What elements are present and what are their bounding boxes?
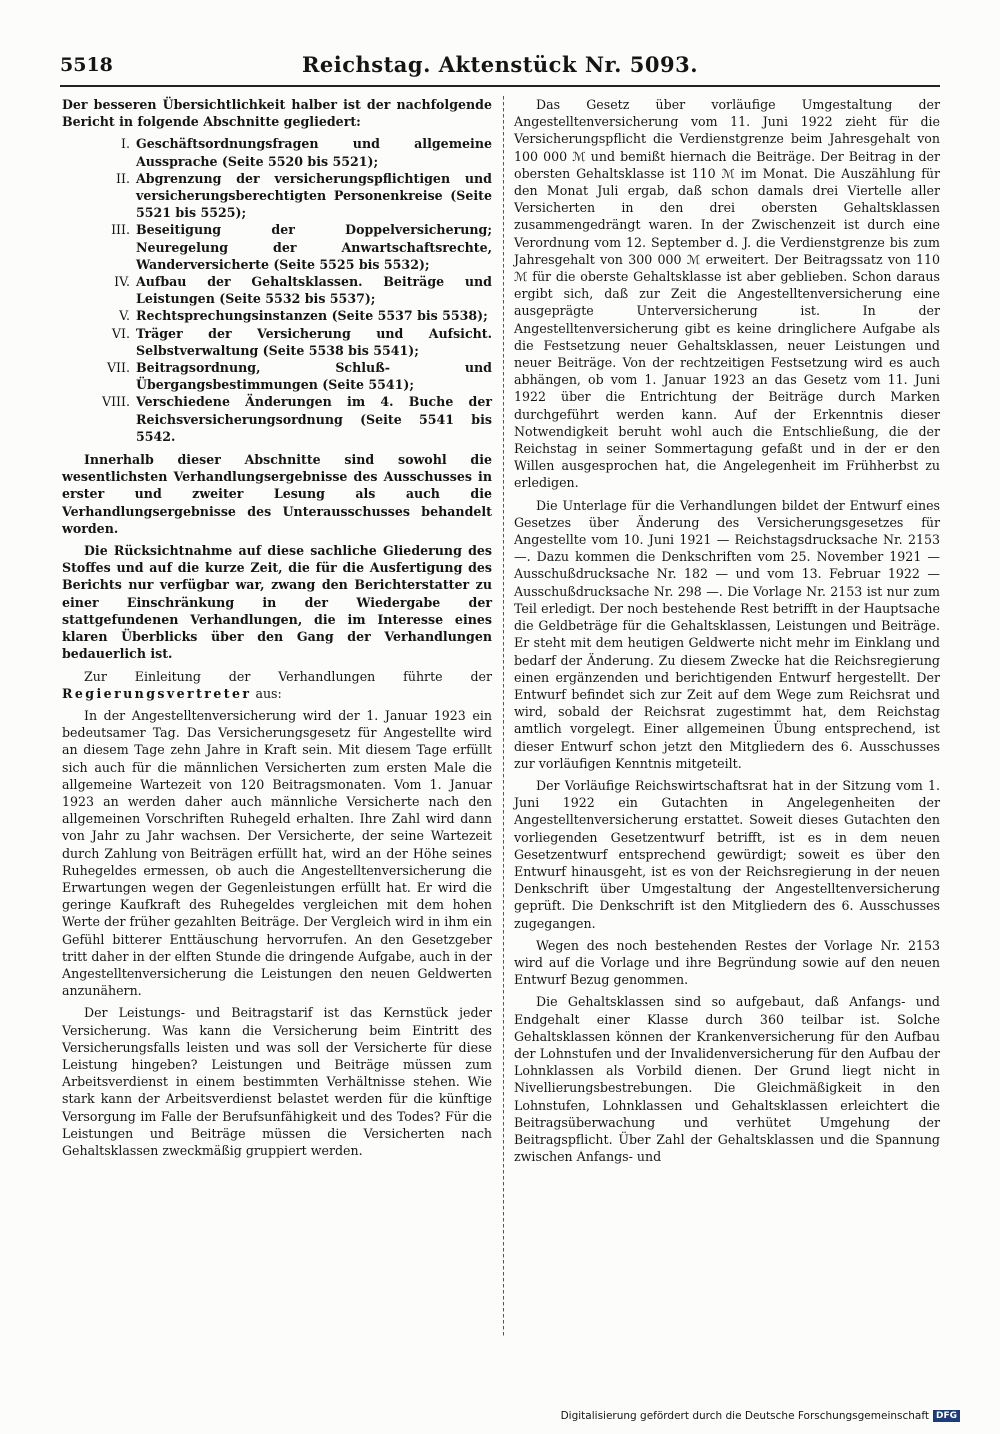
list-item-number: V. [119, 308, 130, 324]
list-item [62, 307, 492, 324]
list-item-number: VII. [106, 360, 130, 376]
body-paragraph: Die Unterlage für die Verhandlungen bildet der Entwurf eines Gesetzes über Änderung des Versicherungsgesetzes für Angestellte vom 10. Juni 1921 — Reichstagsdrucksache Nr. 2153 —. Dazu kommen die Denkschriften vom 25. November 1921 — Ausschußdrucksache Nr. 182 — und vom 13. Februar 1922 — Ausschußdrucksache Nr. 298 —. Die Vorlage Nr. 2153 ist nur zum Teil erledigt. Der noch bestehende Rest betrifft in der Hauptsache die Geldbeträge für die Gehaltsklassen, Leistungen und Beiträge. Er steht mit dem heutigen Geldwerte nicht mehr im Einklang und bedarf der Änderung. Zu diesem Zwecke hat die Reichsregierung einen ergänzenden und berichtigenden Entwurf hergestellt. Der Entwurf befindet sich zur Zeit auf dem Wege zum Reichsrat und wird, sobald der Reichsrat zugestimmt hat, dem Reichstag amtlich vorgelegt. Einer allgemeinen Übung entsprechend, ist dieser Entwurf schon jetzt den Mitgliedern des 6. Ausschusses zur vorläufigen Kenntnis mitgeteilt. [514, 497, 940, 771]
page-number: 5518 [60, 54, 113, 76]
list-item-text: Träger der Versicherung und Aufsicht. Selbstverwaltung (Seite 5538 bis 5541); [136, 325, 492, 358]
list-item-text: Verschiedene Änderungen im 4. Buche der Reichsversicherungsordnung (Seite 5541 bis 5542. [136, 394, 492, 444]
body-paragraph: Der Vorläufige Reichswirtschaftsrat hat in der Sitzung vom 1. Juni 1922 ein Gutachten in Angelegenheiten der Angestelltenversicherung erstattet. Soweit dieses Gutachten den vorliegenden Gesetzentwurf betrifft, ist es in dem neuen Gesetzentwurf entsprechend gewürdigt; soweit es über den Entwurf hinausgeht, ist es von der Reichsregierung in der neuen Denkschrift über Umgestaltung der Angestelltenversicherung geprüft. Die Denkschrift ist den Mitgliedern des 6. Ausschusses zugegangen. [514, 777, 940, 931]
left-column [62, 96, 492, 1164]
running-title: Reichstag. Aktenstück Nr. 5093. [301, 52, 699, 77]
body-paragraph [62, 668, 492, 702]
body-paragraph: Wegen des noch bestehenden Restes der Vorlage Nr. 2153 wird auf die Vorlage und ihre Begründung sowie auf den neuen Entwurf Bezug genommen. [514, 937, 940, 988]
body-paragraph: In der Angestelltenversicherung wird der 1. Januar 1923 ein bedeutsamer Tag. Das Versicherungsgesetz für Angestellte wird an diesem Tage zehn Jahre in Kraft sein. Mit diesem Tage erfüllt sich auch für die männlichen Versicherten zum ersten Male die allgemeine Wartezeit von 120 Beitragsmonaten. Vom 1. Januar 1923 an werden daher auch männliche Versicherte nach den allgemeinen Vorschriften Ruhegeld erhalten. Ihre Zahl wird dann von Jahr zu Jahr wachsen. Der Versicherte, der seine Wartezeit durch Zahlung von Beiträgen erfüllt hat, wird an der Höhe seines Ruhegeldes ermessen, ob auch die Angestelltenversicherung die Erwartungen wegen der Gegenleistungen erfüllt hat. Er wird die geringe Kaufkraft des Ruhegeldes vergleichen mit dem hohen Werte der früher gezahlten Beiträge. Der Vergleich wird in ihm ein Gefühl bitterer Enttäuschung hervorrufen. An den Gesetzgeber tritt daher in der elften Stunde die dringende Aufgabe, auch in der Angestelltenversicherung die Leistungen den neuen Geldwerten anzunähern. [62, 707, 492, 999]
column-divider [503, 96, 504, 1336]
list-item-number: III. [111, 222, 130, 238]
list-item-number: VIII. [101, 394, 130, 410]
intro-paragraph: Der besseren Übersichtlichkeit halber ist der nachfolgende Bericht in folgende Abschnitte gegliedert: [62, 97, 492, 130]
section-list [62, 135, 492, 445]
header-rule [60, 85, 940, 87]
speaker-name: Regierungsvertreter [62, 685, 252, 701]
list-item [62, 221, 492, 273]
list-item [62, 325, 492, 359]
list-item [62, 170, 492, 222]
intro-text-end: aus: [255, 685, 282, 701]
list-item-number: IV. [114, 274, 130, 290]
list-item-text: Beseitigung der Doppelversicherung; Neuregelung der Anwartschaftsrechte, Wanderversicherte (Seite 5525 bis 5532); [136, 222, 492, 272]
page-header [60, 50, 940, 84]
list-item-text: Abgrenzung der versicherungspflichtigen und versicherungsberechtigten Personenkreise (Seite 5521 bis 5525); [136, 170, 492, 221]
intro-text: Zur Einleitung der Verhandlungen führte der [84, 668, 492, 684]
list-item-number: II. [116, 170, 130, 186]
body-paragraph: Die Rücksichtnahme auf diese sachliche Gliederung des Stoffes und auf die kurze Zeit, die für die Ausfertigung des Berichts nur verfügbar war, zwang den Berichterstatter zu einer Einschränkung in der Wiedergabe der stattgefundenen Verhandlungen, die im Interesse eines klaren Überblicks über den Gang der Verhandlungen bedauerlich ist. [62, 543, 492, 662]
right-column [514, 96, 940, 1170]
body-paragraph: Innerhalb dieser Abschnitte sind sowohl die wesentlichsten Verhandlungsergebnisse des Ausschusses in erster und zweiter Lesung als auch die Verhandlungsergebnisse des Unterausschusses behandelt worden. [62, 452, 492, 536]
list-item [62, 393, 492, 445]
list-item-number: VI. [111, 325, 130, 341]
list-item-number: I. [121, 136, 130, 152]
body-paragraph: Der Leistungs- und Beitragstarif ist das Kernstück jeder Versicherung. Was kann die Versicherung beim Eintritt des Versicherungsfalls leisten und was soll der Versicherte für diese Leistung hingeben? Leistungen und Beiträge müssen zum Arbeitsverdienst in einem bestimmten Verhältnisse stehen. Wie stark kann der Arbeitsverdienst belastet werden für die künftige Versorgung im Falle der Berufsunfähigkeit und des Todes? Für die Leistungen und Beiträge müssen die Versicherten nach Gehaltsklassen zweckmäßig gruppiert werden. [62, 1005, 492, 1158]
list-item [62, 273, 492, 307]
dfg-logo: DFG [933, 1410, 960, 1422]
list-item [62, 135, 492, 169]
body-paragraph: Die Gehaltsklassen sind so aufgebaut, daß Anfangs- und Endgehalt einer Klasse durch 360 teilbar ist. Solche Gehaltsklassen können der Krankenversicherung für den Aufbau der Lohnstufen und der Invalidenversicherung für den Aufbau der Lohnklassen als Vorbild dienen. Der Grund liegt nicht in Nivellierungsbestrebungen. Die Gleichmäßigkeit in den Lohnstufen, Lohnklassen und Gehaltsklassen erleichtert die Beitragsüberwachung und verhütet Umgehung der Beitragspflicht. Über Zahl der Gehaltsklassen und die Spannung zwischen Anfangs- und [514, 994, 940, 1165]
list-item-text: Beitragsordnung, Schluß- und Übergangsbestimmungen (Seite 5541); [136, 360, 492, 393]
body-paragraph: Das Gesetz über vorläufige Umgestaltung der Angestelltenversicherung vom 11. Juni 1922 zieht für die Versicherungspflicht die Verdienstgrenze beim Jahresgehalt von 100 000 ℳ und bemißt hiernach die Beiträge. Der Beitrag in der obersten Gehaltsklasse ist 110 ℳ im Monat. Die Auszählung für den Monat Juli ergab, daß schon damals drei Viertelle aller Versicherten in den drei obersten Gehaltsklassen zusammengedrängt waren. In der Zwischenzeit ist durch eine Verordnung vom 12. September d. J. die Verdienstgrenze bis zum Jahresgehalt von 300 000 ℳ erweitert. Der Beitragssatz von 110 ℳ für die oberste Gehaltsklasse ist aber geblieben. Schon daraus ergibt sich, daß zur Zeit die Angestelltenversicherung eine ausgeprägte Unterversicherung ist. In der Angestelltenversicherung gibt es keine dringlichere Aufgabe als die Festsetzung neuer Gehaltsklassen, neuer Leistungen und neuer Beiträge. Von der rechtzeitigen Festsetzung wird es auch abhängen, ob vom 1. Januar 1923 an das Gesetz vom 11. Juni 1922 über die Entrichtung der Beiträge durch Marken durchgeführt werden kann. Auf der Erkenntnis dieser Notwendigkeit beruht wohl auch die Entschließung, die der Reichstag in seiner Sommertagung gefaßt und in der er den Willen ausgesprochen hat, die Angelegenheit im Frühherbst zu erledigen. [514, 97, 940, 491]
list-item [62, 359, 492, 393]
digitization-credit [561, 1410, 960, 1422]
list-item-text: Rechtsprechungsinstanzen (Seite 5537 bis 5538); [136, 308, 488, 324]
credit-text: Digitalisierung gefördert durch die Deutsche Forschungsgemeinschaft [560, 1410, 929, 1422]
list-item-text: Aufbau der Gehaltsklassen. Beiträge und Leistungen (Seite 5532 bis 5537); [136, 274, 492, 307]
list-item-text: Geschäftsordnungsfragen und allgemeine Aussprache (Seite 5520 bis 5521); [136, 136, 492, 169]
